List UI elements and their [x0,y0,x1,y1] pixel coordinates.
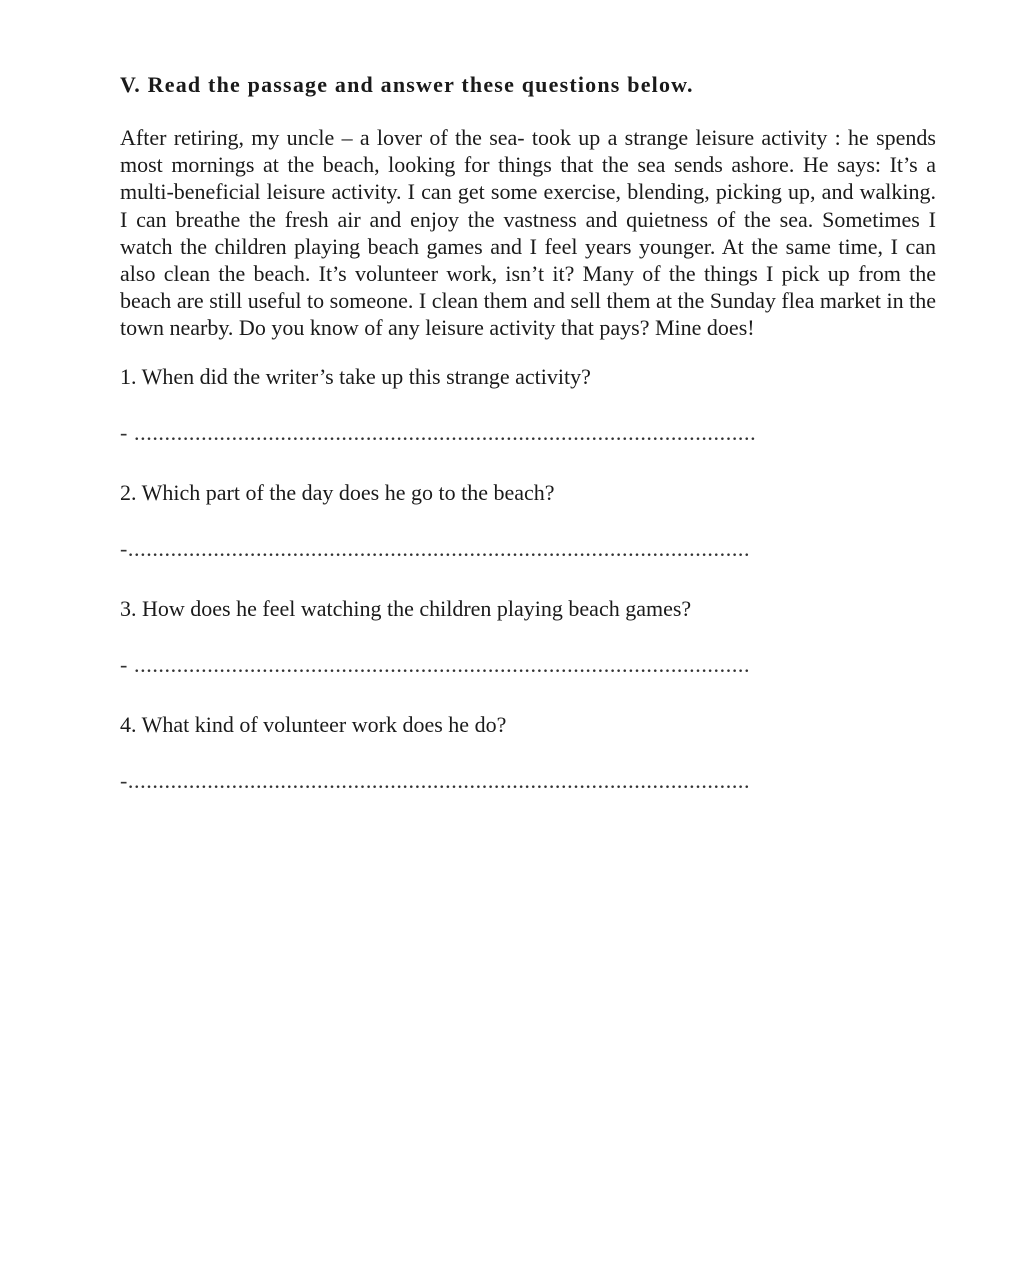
answer-line-3[interactable]: - ..................................................................................................... [120,651,751,677]
worksheet-page [120,70,936,826]
answer-line-2[interactable]: -...................................................................................................... [120,535,751,561]
question-3: 3. How does he feel watching the children playing beach games? [120,595,692,621]
question-1: 1. When did the writer’s take up this strange activity? [120,363,591,389]
question-block-1 [120,362,936,448]
question-2: 2. Which part of the day does he go to the beach? [120,479,555,505]
answer-line-4[interactable]: -...................................................................................................... [120,767,751,793]
answer-line-1[interactable]: - ...................................................................................................... [120,419,757,445]
question-block-2 [120,478,936,564]
question-block-3 [120,594,936,680]
exercise-heading: V. Read the passage and answer these questions below. [120,72,694,97]
question-4: 4. What kind of volunteer work does he do? [120,711,507,737]
reading-passage: After retiring, my uncle – a lover of the sea- took up a strange leisure activity : he spends most mornings at the beach, looking for things that the sea sends ashore. He says: It’s a multi-beneficial leisure activity. I can get some exercise, blending, picking up, and walking. I can breathe the fresh air and enjoy the vastness and quietness of the sea. Sometimes I watch the children playing beach games and I feel years younger. At the same time, I can also clean the beach. It’s volunteer work, isn’t it? Many of the things I pick up from the beach are still useful to someone. I clean them and sell them at the Sunday flea market in the town nearby. Do you know of any leisure activity that pays? Mine does! [120,125,936,341]
question-block-4 [120,710,936,796]
